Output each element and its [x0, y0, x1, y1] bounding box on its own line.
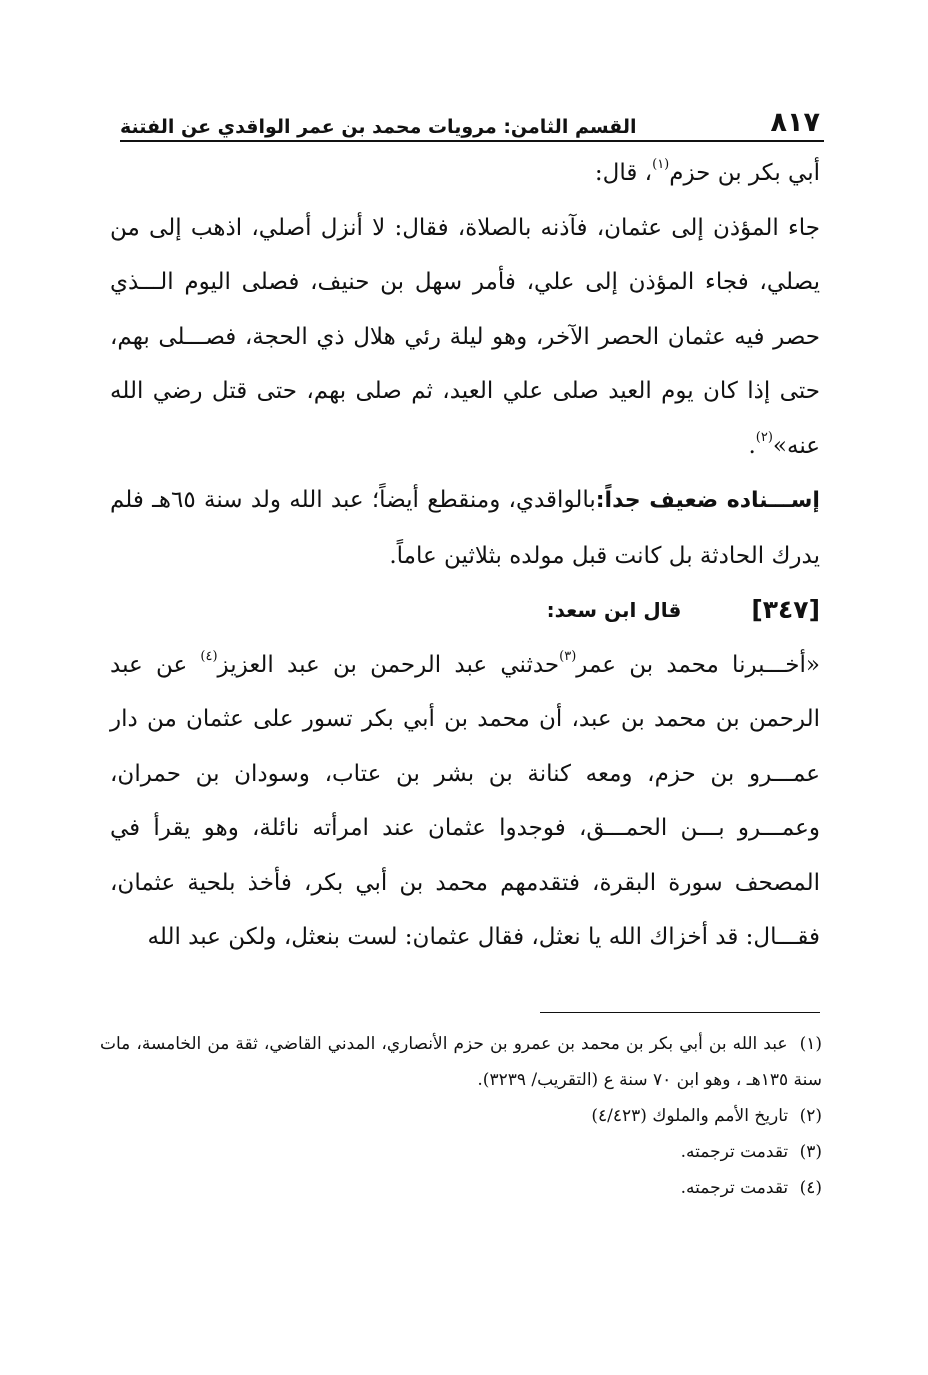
narration-paragraph-1: جاء المؤذن إلى عثمان، فآذنه بالصلاة، فقال: لا أنزل أصلي، اذهب إلى من يصلي، فجاء المؤذن إلى علي، فأمر سهل بن حنيف، فصلى اليوم الـــذي حصر فيه عثمان الحصر الآخر، وهو ليلة رئي هلال ذي الحجة، فصـــلى بهم، حتى إذا كان يوم العيد صلى علي العيد، ثم صلى بهم، حتى قتل رضي الله عنه»$^{(٢)}$. — [110, 214, 820, 459]
narration-paragraph-2: «أخـــبرنا محمد بن عمر$^{(٣)}$حدثني عبد الرحمن بن عبد العزيز$^{(٤)}$ عن عبد الرحمن بن محمد بن عبد، أن محمد بن أبي بكر تسور على عثمان من دار عمـــرو بن حزم، ومعه كنانة بن بشر بن عتاب، وسودان بن حمران، وعمـــرو بـــن الحمـــق، فوجدوا عثمان عند امرأته نائلة، وهو يقرأ في المصحف سورة البقرة، فتقدمهم محمد بن أبي بكر، فأخذ بلحية عثمان، فقـــال: قد أخزاك الله يا نعثل، فقال عثمان: لست بنعثل، ولكن عبد الله — [110, 648, 820, 950]
entry-source: قال ابن سعد: — [546, 598, 682, 622]
main-text — [110, 146, 820, 965]
footnote-rule — [540, 1012, 820, 1013]
footnote-ref-1: (١) — [652, 157, 670, 172]
footnote-ref-3: (٣) — [559, 648, 577, 664]
isnad-grading: إســـناده ضعيف جداً:بالواقدي، ومنقطع أيضاً؛ عبد الله ولد سنة ٦٥هـ فلم يدرك الحادثة بل كانت قبل مولده بثلاثين عاماً. — [110, 487, 820, 569]
footnote-3: (٣) تقدمت ترجمته. — [680, 1142, 822, 1162]
isnad-grade-label: إســـناده ضعيف جداً: — [595, 488, 820, 513]
running-title: القسم الثامن: مرويات محمد بن عمر الواقدي عن الفتنة — [120, 116, 637, 138]
running-header — [120, 106, 820, 138]
continuation-line: أبي بكر بن حزم$^{(١)}$، قال: — [594, 157, 820, 186]
footnote-4: (٤) تقدمت ترجمته. — [680, 1178, 822, 1198]
entry-heading — [110, 583, 820, 638]
footnote-2: (٢) تاريخ الأمم والملوك (٤/٤٢٣) — [591, 1106, 822, 1126]
header-rule — [120, 140, 824, 142]
footnote-1: (١) عبد الله بن أبي بكر بن محمد بن عمرو بن حزم الأنصاري، المدني القاضي، ثقة من الخامسة، مات سنة ١٣٥هـ ، وهو ابن ٧٠ سنة ع (التقريب/ ٣٢٣٩). — [100, 1034, 822, 1090]
footnotes — [100, 1026, 822, 1206]
footnote-ref-4: (٤) — [200, 648, 218, 664]
entry-number: [٣٤٧] — [751, 595, 820, 624]
page-number: ٨١٧ — [770, 107, 820, 138]
footnote-ref-2: (٢) — [755, 429, 773, 445]
